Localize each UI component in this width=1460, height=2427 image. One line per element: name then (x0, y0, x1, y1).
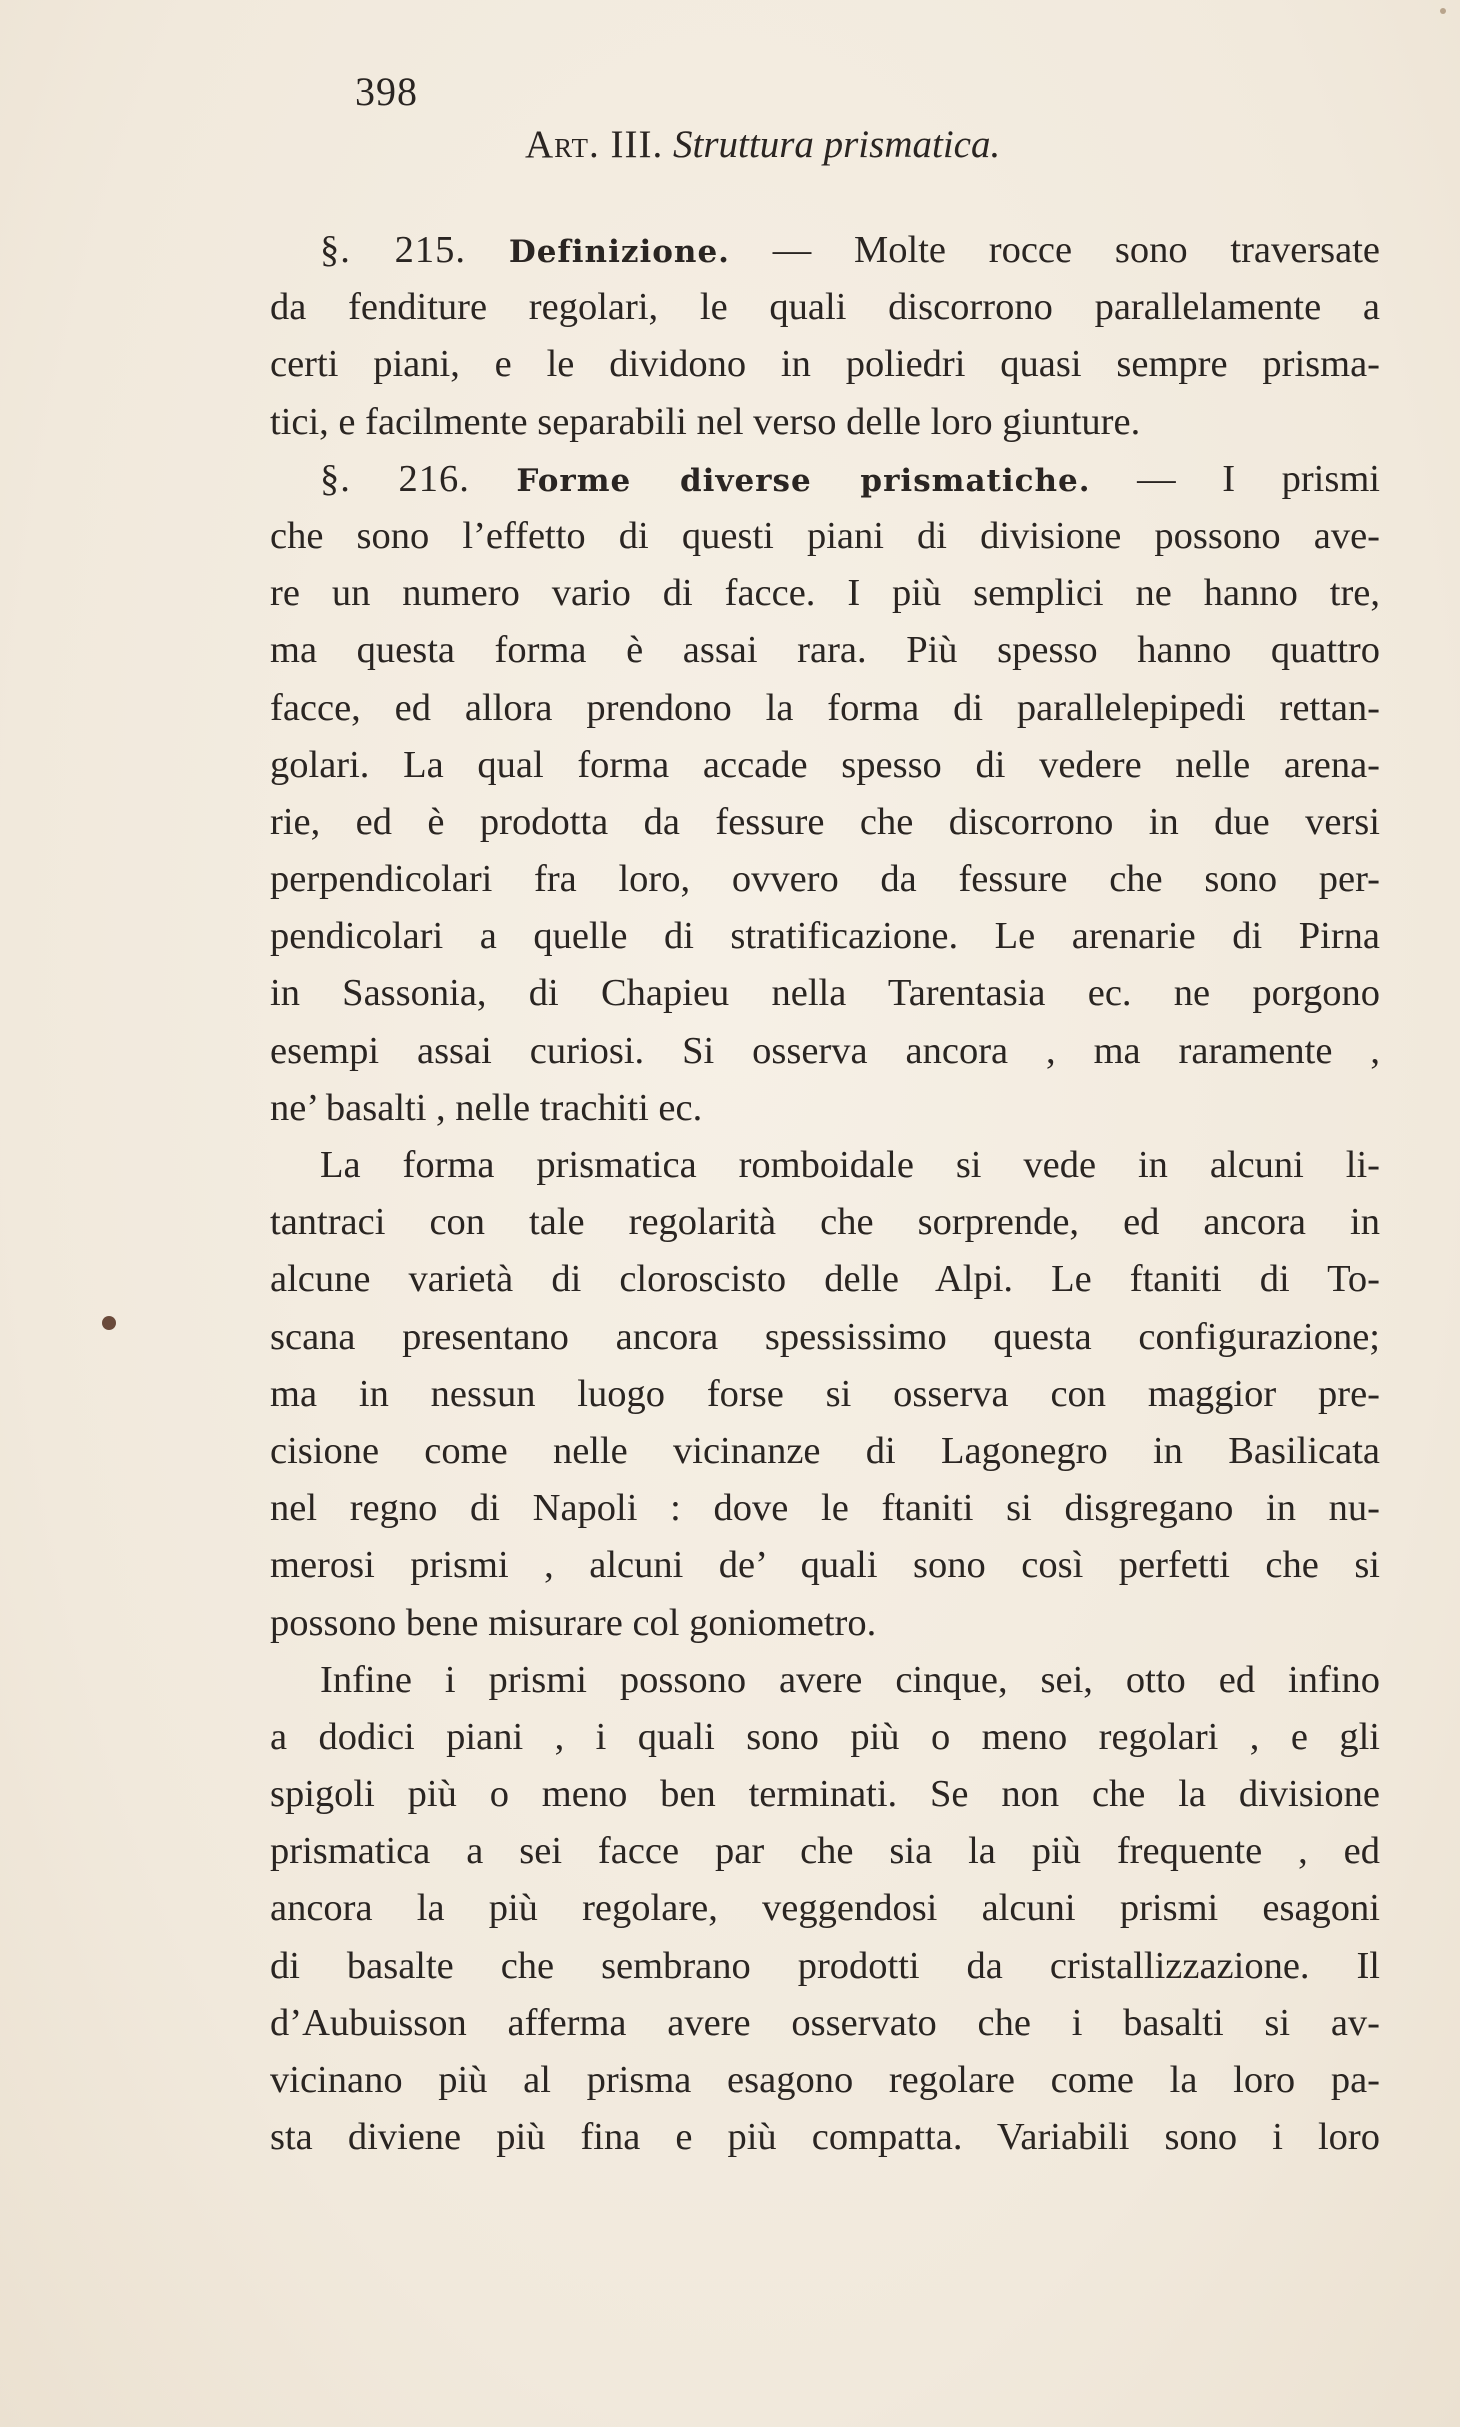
running-head (525, 122, 1000, 167)
text-line: re un numero vario di facce. I più semplici ne hanno tre, (270, 572, 1380, 615)
text-line: — Molte rocce sono traversate (729, 229, 1381, 271)
text-line: possono bene misurare col goniometro. (270, 1601, 877, 1644)
section-number: §. 216. (320, 457, 470, 500)
text-line: da fenditure regolari, le quali discorrono parallelamente a (270, 286, 1380, 329)
text-line: di basalte che sembrano prodotti da cristallizzazione. Il (270, 1944, 1380, 1987)
text-line: alcune varietà di cloroscisto delle Alpi. Le ftaniti di To- (270, 1258, 1380, 1301)
text-line: tici, e facilmente separabili nel verso delle loro giunture. (270, 400, 1141, 443)
text-line: pendicolari a quelle di stratificazione. Le arenarie di Pirna (270, 915, 1380, 958)
text-line: merosi prismi , alcuni de’ quali sono così perfetti che si (270, 1544, 1380, 1587)
running-head-article: Art. III. (525, 123, 664, 166)
section-215-first-line (270, 222, 1380, 279)
text-line: — I prismi (1090, 457, 1381, 500)
text-line: prismatica a sei facce par che sia la più frequente , ed (270, 1830, 1380, 1873)
text-line: golari. La qual forma accade spesso di vedere nelle arena- (270, 743, 1380, 786)
text-line: tantraci con tale regolarità che sorprende, ed ancora in (270, 1201, 1380, 1244)
text-line: La forma prismatica romboidale si vede in alcuni li- (320, 1144, 1380, 1186)
running-head-title: Struttura prismatica. (673, 123, 1001, 166)
text-line: a dodici piani , i quali sono più o meno regolari , e gli (270, 1715, 1380, 1758)
section-heading: Forme diverse prismatiche. (516, 462, 1091, 499)
text-line: che sono l’effetto di questi piani di divisione possono ave- (270, 514, 1380, 557)
text-line: ne’ basalti , nelle trachiti ec. (270, 1086, 703, 1129)
margin-ink-spot (102, 1316, 116, 1330)
text-line: Infine i prismi possono avere cinque, sei, otto ed infino (320, 1658, 1380, 1701)
text-line: scana presentano ancora spessissimo questa configurazione; (270, 1315, 1380, 1358)
text-line: spigoli più o meno ben terminati. Se non che la divisione (270, 1773, 1380, 1816)
text-line: cisione come nelle vicinanze di Lagonegro in Basilicata (270, 1429, 1380, 1472)
corner-speck (1440, 8, 1446, 14)
text-line: in Sassonia, di Chapieu nella Tarentasia ec. ne porgono (270, 972, 1380, 1015)
text-line: ancora la più regolare, veggendosi alcuni prismi esagoni (270, 1887, 1380, 1930)
section-number: §. 215. (320, 229, 467, 271)
page-number: 398 (355, 69, 418, 114)
section-heading: Definizione. (508, 234, 730, 270)
text-line: certi piani, e le dividono in poliedri quasi sempre prisma- (270, 343, 1380, 386)
body-text (270, 222, 1380, 2166)
text-line: facce, ed allora prendono la forma di parallelepipedi rettan- (270, 686, 1380, 729)
text-line: sta diviene più fina e più compatta. Variabili sono i loro (270, 2116, 1380, 2159)
text-line: d’Aubuisson afferma avere osservato che i basalti si av- (270, 2001, 1380, 2044)
text-line: nel regno di Napoli : dove le ftaniti si disgregano in nu- (270, 1487, 1380, 1530)
section-216-first-line (270, 451, 1380, 508)
text-line: ma questa forma è assai rara. Più spesso hanno quattro (270, 629, 1380, 672)
text-line: perpendicolari fra loro, ovvero da fessure che sono per- (270, 858, 1380, 901)
text-line: esempi assai curiosi. Si osserva ancora , ma raramente , (270, 1029, 1380, 1072)
text-line: rie, ed è prodotta da fessure che discorrono in due versi (270, 800, 1380, 843)
text-line: vicinano più al prisma esagono regolare come la loro pa- (270, 2059, 1380, 2101)
text-line: ma in nessun luogo forse si osserva con maggior pre- (270, 1372, 1380, 1415)
